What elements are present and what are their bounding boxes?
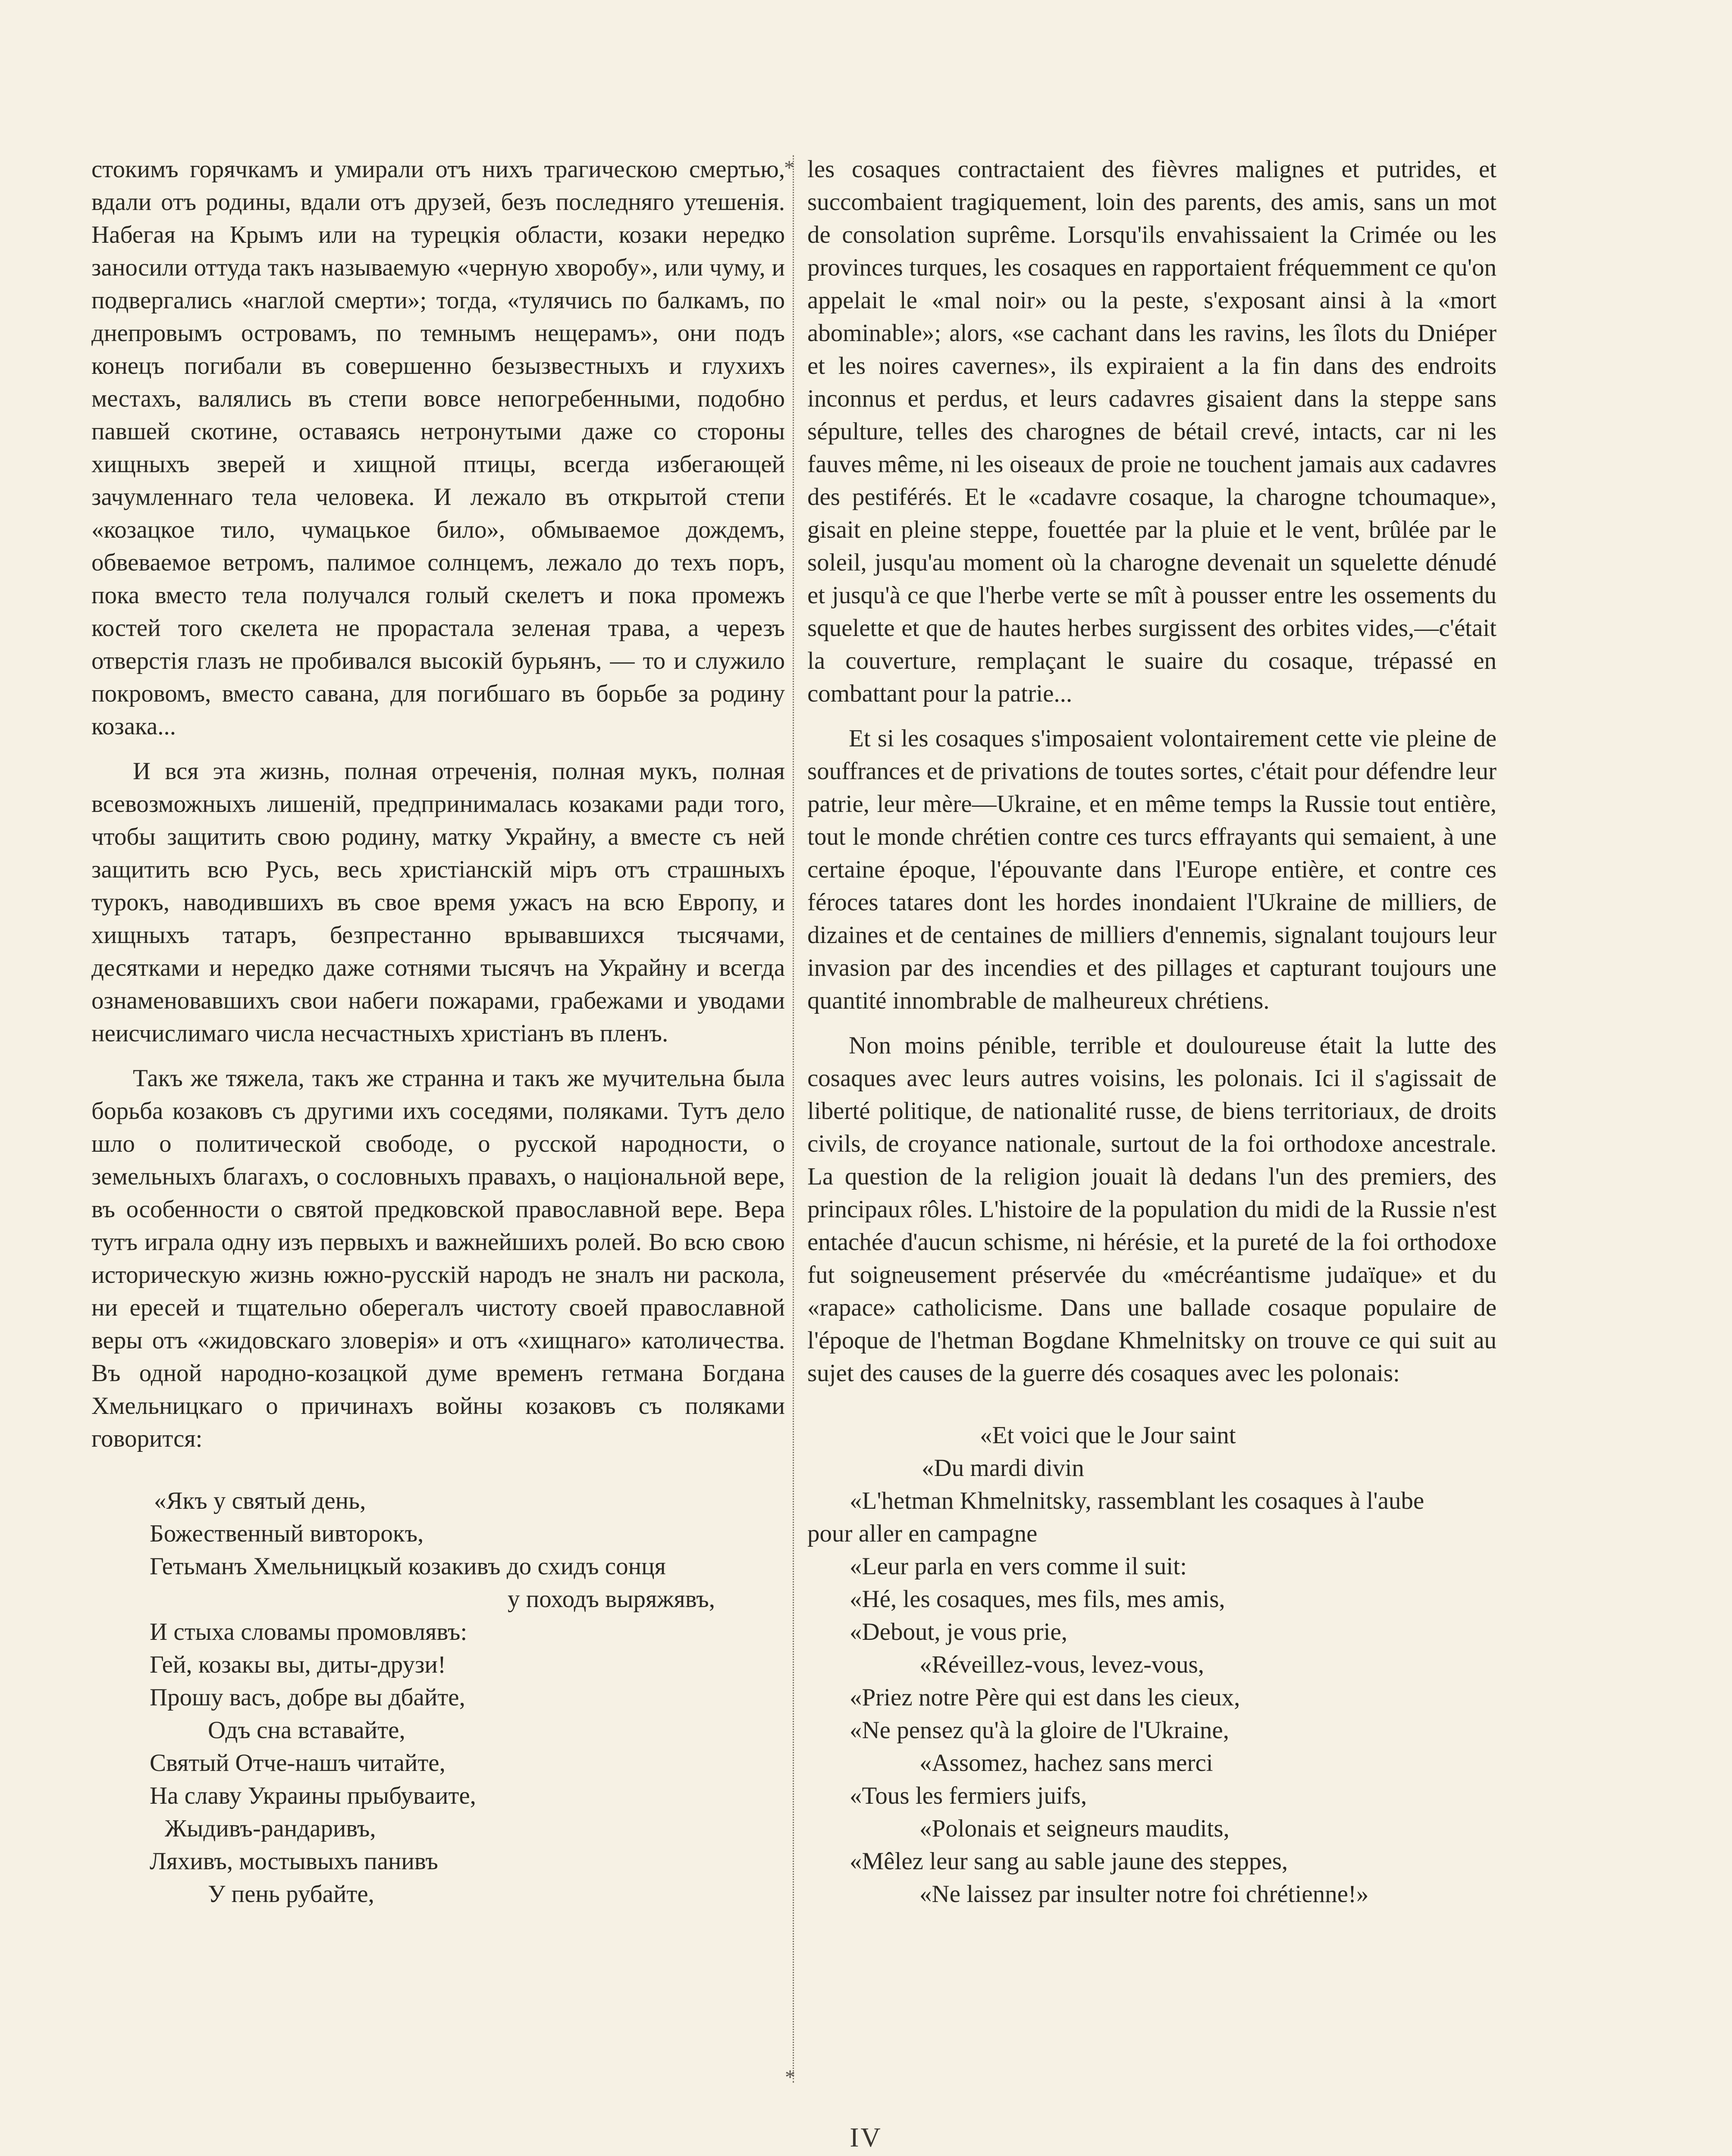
ru-verse-line: Жыдивъ-рандаривъ, (165, 1815, 376, 1842)
ru-verse-line: Прошу васъ, добре вы дбайте, (150, 1684, 465, 1711)
ru-paragraph-1: стокимъ горячкамъ и умирали отъ нихъ трагическою смертью, вдали отъ родины, вдали отъ друзей, безъ последняго утешенія. Набегая на Крымъ или на турецкія области, козаки нередко заносили оттуда такъ называемую «черную хворобу», или чуму, и подвергались «наглой смерти»; тогда, «тулячись по балкамъ, по днепровымъ островамъ, по темнымъ нещерамъ», они подъ конецъ погибали въ совершенно безызвестныхъ и глухихъ местахъ, валялись въ степи вовсе непогребенными, подобно павшей скотине, оставаясь нетронутыми даже со стороны хищныхъ зверей и хищной птицы, всегда избегающей зачумленнаго тела человека. И лежало въ открытой степи «козацкое тило, чумацькое било», обмываемое дождемъ, обвеваемое ветромъ, палимое солнцемъ, лежало до техъ поръ, пока вместо тела получался голый скелетъ и пока промежъ костей того скелета не прорастала зеленая трава, а черезъ отверстія глазъ не пробивался высокій бурьянъ, — то и служило покровомъ, вместо савана, для погибшаго въ борьбе за родину козака... (91, 156, 785, 740)
fr-verse-line: «Ne laissez par insulter notre foi chrétienne!» (919, 1880, 1369, 1908)
ru-paragraph-2: И вся эта жизнь, полная отреченія, полная мукъ, полная всевозможныхъ лишеній, предпринималась козаками ради того, чтобы защитить свою родину, матку Украйну, а вместе съ ней защитить всю Русь, весь христіанскій міръ отъ страшныхъ турокъ, наводившихъ въ свое время ужасъ на всю Европу, и хищныхъ татаръ, безпрестанно врывавшихся тысячами, десятками и нередко даже сотнями тысячъ на Украйну и всегда ознаменовавшихъ свои набеги пожарами, грабежами и уводами неисчислимаго числа несчастныхъ христіанъ въ пленъ. (91, 758, 785, 1047)
page-number: IV (850, 2122, 882, 2153)
fr-verse-line: «Réveillez-vous, levez-vous, (919, 1651, 1205, 1678)
ornament-star-top: * (784, 157, 794, 179)
fr-verse-line: «Hé, les cosaques, mes fils, mes amis, (850, 1586, 1225, 1613)
ru-paragraph-3: Такъ же тяжела, такъ же странна и такъ же мучительна была борьба козаковъ съ другими ихъ соседями, поляками. Тутъ дело шло о политической свободе, о русской народности, о земельныхъ благахъ, о сословныхъ правахъ, о національной вере, въ особенности о святой предковской православной вере. Вера тутъ играла одну изъ первыхъ и важнейшихъ ролей. Во всю свою историческую жизнь южно-русскій народъ не зналъ ни раскола, ни ересей и тщательно оберегалъ чистоту своей православной веры отъ «жидовскаго зловерія» и отъ «хищнаго» католичества. Въ одной народно-козацкой думе временъ гетмана Богдана Хмельницкаго о причинахъ войны козаковъ съ поляками говорится: (91, 1065, 785, 1452)
ru-verse-line: у походъ выряжявъ, (508, 1586, 715, 1613)
ru-verse (91, 1485, 785, 1911)
fr-paragraph-3: Non moins pénible, terrible et douloureuse était la lutte des cosaques avec leurs autres voisins, les polonais. Ici il s'agissait de liberté politique, de nationalité russe, de biens territoriaux, de droits civils, de croyance nationale, surtout de la foi orthodoxe ancestrale. La question de la religion jouait là dedans l'un des premiers, des principaux rôles. L'histoire de la population du midi de la Russie n'est entachée d'aucun schisme, ni hérésie, et la pureté de la foi orthodoxe fut soigneusement préservée du «mécréantisme judaïque» et du «rapace» catholicisme. Dans une ballade cosaque populaire de l'époque de l'hetman Bogdane Khmelnitsky on trouve ce qui suit au sujet des causes de la guerre dés cosaques avec les polonais: (807, 1032, 1497, 1387)
fr-verse-line: «Leur parla en vers comme il suit: (850, 1553, 1187, 1580)
ru-verse-line: У пень рубайте, (208, 1880, 374, 1908)
ornament-star-bottom: * (785, 2066, 795, 2089)
fr-verse-line: «Debout, je vous prie, (850, 1618, 1067, 1645)
ru-verse-line: Ляхивъ, мостывыхъ панивъ (150, 1848, 438, 1875)
ru-verse-line: И стыха словамы промовлявъ: (150, 1618, 468, 1645)
ru-verse-line: «Якъ у святый день, (154, 1487, 366, 1514)
ru-verse-line: На славу Украины прыбуваите, (150, 1782, 476, 1809)
fr-verse-line: pour aller en campagne (807, 1520, 1038, 1547)
ru-verse-line: Одъ сна вставайте, (208, 1717, 405, 1744)
ru-verse-line: Гей, козакы вы, диты-друзи! (150, 1651, 446, 1678)
ru-verse-line: Святый Отче-нашъ читайте, (150, 1749, 446, 1777)
ru-verse-line: Гетьманъ Хмельницкый козакивъ до схидъ сонця (150, 1553, 666, 1580)
russian-column (91, 153, 785, 1911)
fr-verse (807, 1419, 1497, 1911)
fr-paragraph-1: les cosaques contractaient des fièvres malignes et putrides, et succombaient tragiquement, loin des parents, des amis, sans un mot de consolation suprême. Lorsqu'ils envahissaient la Crimée ou les provinces turques, les cosaques en rapportaient fréquemment ce qu'on appelait le «mal noir» ou la peste, s'exposant ainsi à la «mort abominable»; alors, «se cachant dans les ravins, les îlots du Dniéper et les noires cavernes», ils expiraient a la fin dans des endroits inconnus et perdus, et leurs cadavres gisaient dans la steppe sans sépulture, telles des charognes de bétail crevé, intacts, car ni les fauves même, ni les oiseaux de proie ne touchent jamais aux cadavres des pestiférés. Et le «cadavre cosaque, la charogne tchoumaque», gisait en pleine steppe, fouettée par la pluie et le vent, brûlée par le soleil, jusqu'au moment où la charogne devenait un squelette dénudé et jusqu'à ce que l'herbe verte se mît à pousser entre les ossements du squelette et que de hautes herbes surgissent des orbites vides,—c'était la couverture, remplaçant le suaire du cosaque, trépassé en combattant pour la patrie... (807, 156, 1497, 707)
fr-verse-line: «Tous les fermiers juifs, (850, 1782, 1087, 1809)
column-divider (793, 155, 794, 2083)
fr-verse-line: «L'hetman Khmelnitsky, rassemblant les cosaques à l'aube (850, 1487, 1425, 1514)
fr-verse-line: «Et voici que le Jour saint (980, 1422, 1236, 1449)
fr-verse-line: «Du mardi divin (922, 1454, 1084, 1482)
fr-verse-line: «Ne pensez qu'à la gloire de l'Ukraine, (850, 1717, 1229, 1744)
fr-verse-line: «Polonais et seigneurs maudits, (919, 1815, 1230, 1842)
fr-verse-line: «Mêlez leur sang au sable jaune des steppes, (850, 1848, 1288, 1875)
french-column (807, 153, 1497, 1911)
fr-verse-line: «Priez notre Père qui est dans les cieux, (850, 1684, 1240, 1711)
fr-verse-line: «Assomez, hachez sans merci (919, 1749, 1213, 1777)
ru-verse-line: Божественный вивторокъ, (150, 1520, 424, 1547)
fr-paragraph-2: Et si les cosaques s'imposaient volontairement cette vie pleine de souffrances et de privations de toutes sortes, c'était pour défendre leur patrie, leur mère—Ukraine, et en même temps la Russie tout entière, tout le monde chrétien contre ces turcs effrayants qui semaient, à une certaine époque, l'épouvante dans l'Europe entière, et contre ces féroces tatares dont les hordes inondaient l'Ukraine de milliers, de dizaines et de centaines de milliers d'ennemis, signalant toujours leur invasion par des incendies et des pillages et capturant toujours une quantité innombrable de malheureux chrétiens. (807, 725, 1497, 1014)
